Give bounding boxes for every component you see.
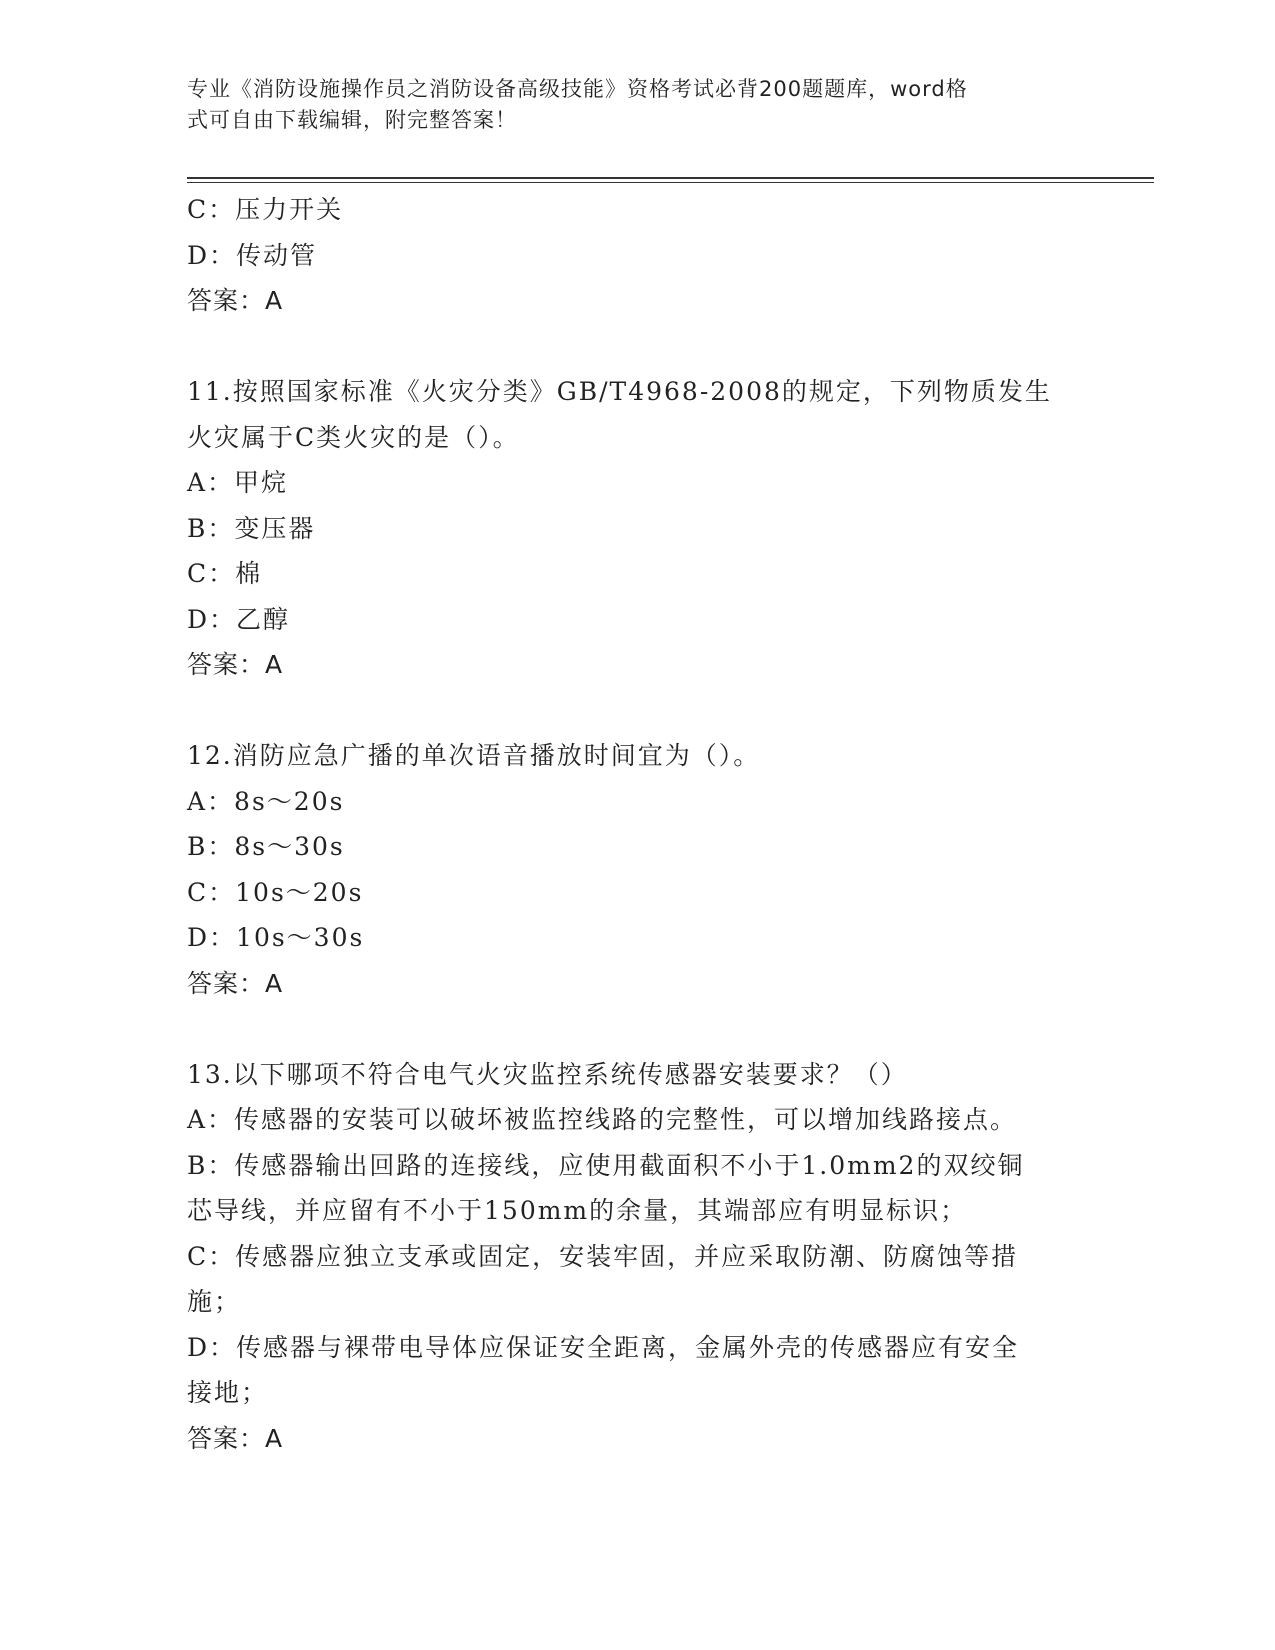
spacer xyxy=(187,324,1087,370)
option-a: A：8s～20s xyxy=(187,786,345,816)
option-b-continued: 芯导线，并应留有不小于150mm的余量，其端部应有明显标识； xyxy=(187,1196,968,1225)
question-block-prev xyxy=(187,187,1087,324)
option-b: B：传感器输出回路的连接线，应使用截面积不小于1.0mm2的双绞铜 xyxy=(187,1150,1025,1180)
document-header xyxy=(187,74,1067,136)
question-block-12 xyxy=(187,733,1087,1006)
answer-label: 答案：A xyxy=(187,286,284,315)
header-divider-thin xyxy=(187,182,1154,183)
question-list xyxy=(187,187,1087,1461)
option-c: C：压力开关 xyxy=(187,195,344,224)
question-stem-continued: 火灾属于C类火灾的是（）。 xyxy=(187,422,520,452)
spacer xyxy=(187,1006,1087,1052)
spacer xyxy=(187,688,1087,734)
option-d-continued: 接地； xyxy=(187,1378,269,1407)
option-a: A：传感器的安装可以破坏被监控线路的完整性，可以增加线路接点。 xyxy=(187,1105,1018,1134)
answer-label: 答案：A xyxy=(187,968,284,998)
option-c: C：10s～20s xyxy=(187,877,364,907)
option-b: B：变压器 xyxy=(187,513,316,543)
question-block-13 xyxy=(187,1052,1087,1462)
header-line-1: 专业《消防设施操作员之消防设备高级技能》资格考试必背200题题库，word格 xyxy=(187,77,968,101)
option-d: D：10s～30s xyxy=(187,923,365,952)
option-c: C：传感器应独立支承或固定，安装牢固，并应采取防潮、防腐蚀等措 xyxy=(187,1241,1019,1271)
option-a: A：甲烷 xyxy=(187,468,289,497)
option-d: D：传动管 xyxy=(187,240,318,270)
question-stem: 11.按照国家标准《火灾分类》GB/T4968-2008的规定，下列物质发生 xyxy=(187,377,1052,406)
option-c: C：棉 xyxy=(187,559,263,588)
header-line-2: 式可自由下载编辑，附完整答案！ xyxy=(187,108,517,132)
header-divider-thick xyxy=(187,177,1154,179)
answer-label: 答案：A xyxy=(187,1423,284,1453)
answer-label: 答案：A xyxy=(187,650,284,679)
option-c-continued: 施； xyxy=(187,1287,242,1316)
question-block-11 xyxy=(187,369,1087,688)
question-stem: 13.以下哪项不符合电气火灾监控系统传感器安装要求？（） xyxy=(187,1059,908,1089)
question-stem: 12.消防应急广播的单次语音播放时间宜为（）。 xyxy=(187,741,761,770)
option-b: B：8s～30s xyxy=(187,832,345,861)
option-d: D：传感器与裸带电导体应保证安全距离，金属外壳的传感器应有安全 xyxy=(187,1332,1020,1362)
option-d: D：乙醇 xyxy=(187,604,291,634)
